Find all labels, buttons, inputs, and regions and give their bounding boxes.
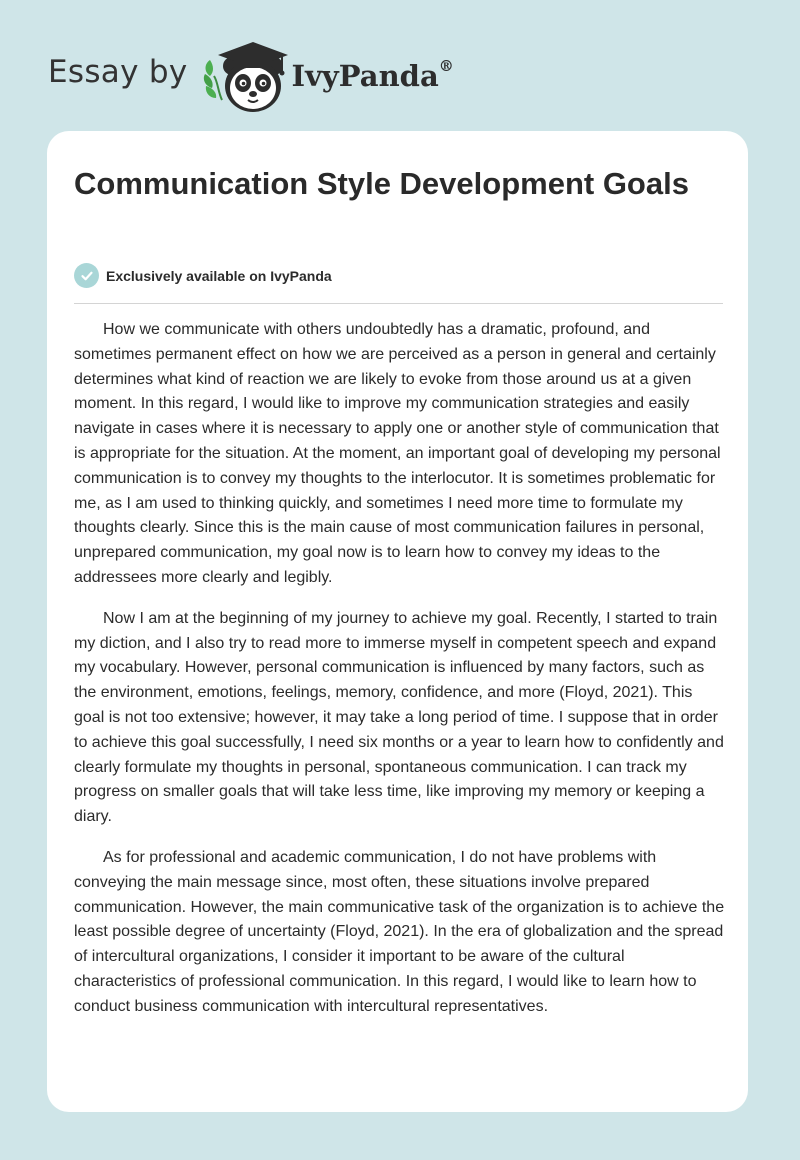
essay-by-label: Essay by xyxy=(48,54,188,90)
paragraph: How we communicate with others undoubtedly has a dramatic, profound, and sometimes permanent effect on how we are perceived as a person in general and certainly determines what kind of reaction we are likely to evoke from those around us at a given moment. In this regard, I would like to improve my communication strategies and easily navigate in cases where it is necessary to apply one or another style of communication that is appropriate for the situation. At the moment, an important goal of developing my personal communication is to convey my thoughts to the interlocutor. It is sometimes problematic for me, as I am used to thinking quickly, and sometimes I need more time to formulate my thoughts clearly. Since this is the main cause of most communication failures in personal, unprepared communication, my goal now is to learn how to convey my ideas to the addressees more clearly and legibly. xyxy=(74,321,721,586)
article-body xyxy=(74,318,726,1036)
site-header xyxy=(48,36,454,116)
divider xyxy=(74,303,723,304)
exclusive-badge-label: Exclusively available on IvyPanda xyxy=(106,267,332,284)
article-card xyxy=(47,131,748,1112)
exclusive-badge xyxy=(74,263,332,288)
brand-logo-text[interactable]: IvyPanda® xyxy=(291,57,454,93)
panda-graduation-cap-icon[interactable] xyxy=(202,36,290,116)
check-icon xyxy=(74,263,99,288)
paragraph: Now I am at the beginning of my journey to achieve my goal. Recently, I started to train my diction, and I also try to read more to immerse myself in competent speech and expand my vocabulary. However, personal communication is influenced by many factors, such as the environment, emotions, feelings, memory, confidence, and more (Floyd, 2021). This goal is not too extensive; however, it may take a long period of time. I suppose that in order to achieve this goal successfully, I need six months or a year to learn how to confidently and clearly formulate my thoughts in personal, spontaneous communication. I can track my progress on smaller goals that will take less time, like improving my memory or keeping a diary. xyxy=(74,609,724,826)
page-title: Communication Style Development Goals xyxy=(74,166,689,201)
paragraph: As for professional and academic communication, I do not have problems with conveying the main message since, most often, these situations involve prepared communication. However, the main communicative task of the organization is to achieve the least possible degree of uncertainty (Floyd, 2021). In the era of globalization and the spread of intercultural organizations, I consider it important to be aware of the cultural characteristics of professional communication. In this regard, I would like to learn how to conduct business communication with intercultural representatives. xyxy=(74,848,725,1015)
